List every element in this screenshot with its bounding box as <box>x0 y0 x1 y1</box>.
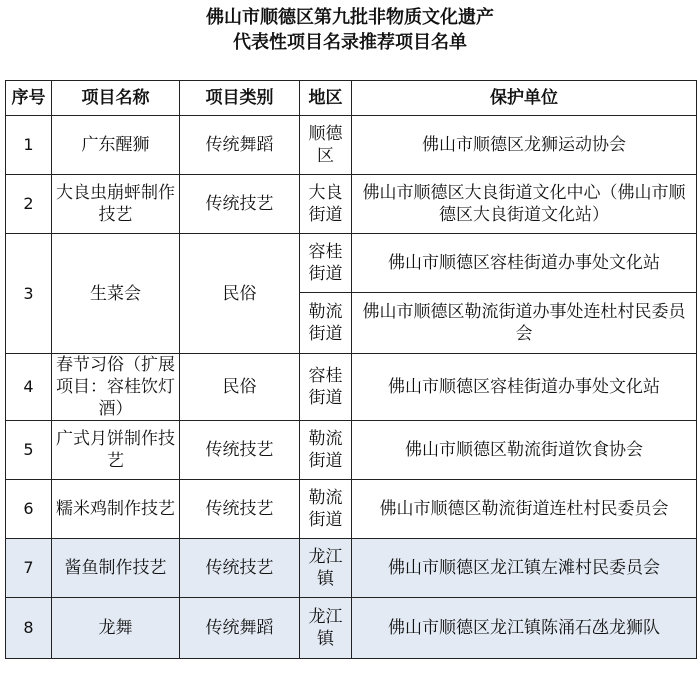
row-serial-no: 2 <box>6 175 52 234</box>
row-project-category: 传统技艺 <box>180 539 300 598</box>
row-area: 容桂街道 <box>300 354 352 421</box>
row-area: 龙江镇 <box>300 598 352 659</box>
row-project-name: 龙舞 <box>52 598 180 659</box>
row-serial-no: 5 <box>6 421 52 480</box>
row-serial-no: 4 <box>6 354 52 421</box>
row-area: 容桂街道 <box>300 234 352 293</box>
row-area: 勒流街道 <box>300 421 352 480</box>
row-area: 大良街道 <box>300 175 352 234</box>
row-protection-unit: 佛山市顺德区龙江镇陈涌石氹龙狮队 <box>352 598 697 659</box>
heritage-project-table <box>5 80 697 659</box>
row-project-name: 糯米鸡制作技艺 <box>52 480 180 539</box>
row-project-category: 传统技艺 <box>180 175 300 234</box>
row-protection-unit: 佛山市顺德区龙江镇左滩村民委员会 <box>352 539 697 598</box>
header-project-name: 项目名称 <box>52 81 180 116</box>
row-protection-unit: 佛山市顺德区龙狮运动协会 <box>352 116 697 175</box>
table-row <box>6 116 697 175</box>
table-row <box>6 234 697 293</box>
row-project-name: 春节习俗（扩展项目：容桂饮灯酒） <box>52 354 180 421</box>
row-project-category: 民俗 <box>180 354 300 421</box>
document-title-line-1: 佛山市顺德区第九批非物质文化遗产 <box>206 7 494 28</box>
row-serial-no: 3 <box>6 234 52 354</box>
header-serial-no: 序号 <box>6 81 52 116</box>
row-project-category: 传统技艺 <box>180 480 300 539</box>
row-project-name: 生菜会 <box>52 234 180 354</box>
row-project-category: 传统舞蹈 <box>180 116 300 175</box>
document-title-line-2: 代表性项目名录推荐项目名单 <box>233 32 467 53</box>
row-project-category: 传统舞蹈 <box>180 598 300 659</box>
row-area: 顺德区 <box>300 116 352 175</box>
table-row <box>6 421 697 480</box>
header-protection-unit: 保护单位 <box>352 81 697 116</box>
row-serial-no: 8 <box>6 598 52 659</box>
row-area-second: 勒流街道 <box>300 293 352 354</box>
header-project-category: 项目类别 <box>180 81 300 116</box>
table-row-highlighted <box>6 598 697 659</box>
row-protection-unit: 佛山市顺德区勒流街道连杜村民委员会 <box>352 480 697 539</box>
row-area: 勒流街道 <box>300 480 352 539</box>
row-protection-unit: 佛山市顺德区容桂街道办事处文化站 <box>352 234 697 293</box>
row-serial-no: 6 <box>6 480 52 539</box>
row-project-name: 酱鱼制作技艺 <box>52 539 180 598</box>
row-protection-unit: 佛山市顺德区大良街道文化中心（佛山市顺德区大良街道文化站） <box>352 175 697 234</box>
row-project-name: 广式月饼制作技艺 <box>52 421 180 480</box>
row-area: 龙江镇 <box>300 539 352 598</box>
row-protection-unit-second: 佛山市顺德区勒流街道办事处连杜村民委员会 <box>352 293 697 354</box>
row-project-name: 广东醒狮 <box>52 116 180 175</box>
row-project-category: 民俗 <box>180 234 300 354</box>
table-row <box>6 354 697 421</box>
row-protection-unit: 佛山市顺德区勒流街道饮食协会 <box>352 421 697 480</box>
table-header-row <box>6 81 697 116</box>
row-serial-no: 1 <box>6 116 52 175</box>
table-row <box>6 175 697 234</box>
table-row-highlighted <box>6 539 697 598</box>
row-protection-unit: 佛山市顺德区容桂街道办事处文化站 <box>352 354 697 421</box>
row-project-category: 传统技艺 <box>180 421 300 480</box>
row-serial-no: 7 <box>6 539 52 598</box>
table-row <box>6 480 697 539</box>
row-project-name: 大良虫崩蚲制作技艺 <box>52 175 180 234</box>
header-area: 地区 <box>300 81 352 116</box>
